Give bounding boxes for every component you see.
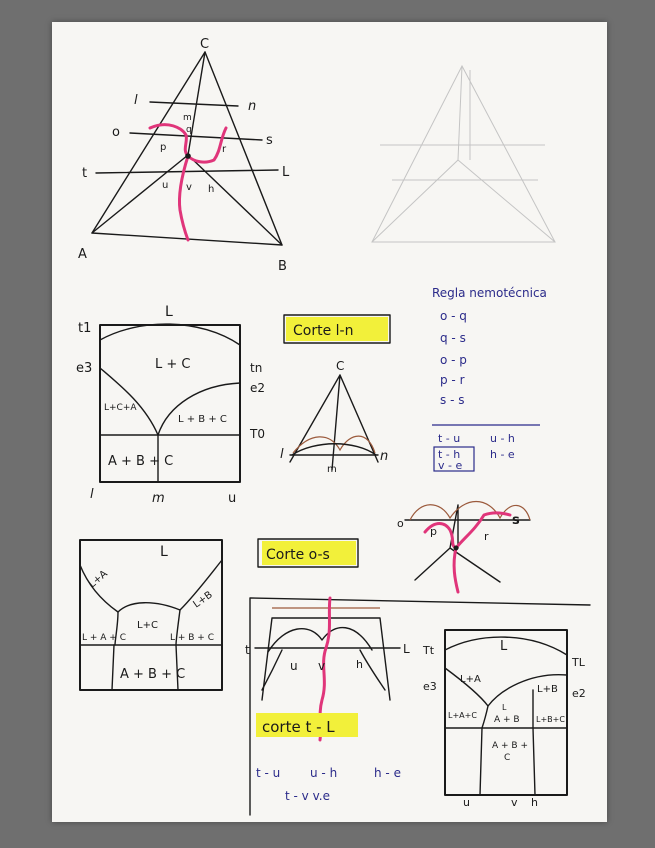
point-q-label: q (186, 125, 192, 135)
os-mini-o-label: o (397, 517, 404, 530)
corte-ln-title-text: Corte l-n (293, 323, 354, 339)
axis-u-label: u (228, 491, 237, 506)
region-l-c: L + C (155, 357, 191, 372)
point-p-label: p (160, 142, 167, 153)
region-tl-lb: L+B (537, 684, 558, 695)
temp-e3-tl-label: e3 (423, 680, 437, 693)
corte-ln-diagram (76, 304, 265, 506)
corte-tl-top-label: L (500, 639, 508, 654)
region-os-lbc: L + B + C (170, 633, 214, 643)
region-os-abc: A + B + C (120, 667, 186, 682)
regla-pair-2: o - p (440, 353, 467, 367)
regla-section (432, 286, 547, 472)
region-tl-lac: L+A+C (448, 711, 477, 720)
tl-footer-0: t - u (256, 766, 281, 780)
region-tl-l: L (502, 703, 507, 712)
regla-title: Regla nemotécnica (432, 286, 547, 300)
corte-tl-diagram (422, 630, 586, 809)
region-tl-lbc: L+B+C (536, 715, 565, 724)
mini-c-label: C (336, 359, 345, 373)
line-L-label: L (282, 165, 290, 180)
region-tl-abc: A + B + (492, 741, 528, 751)
line-n-label: n (248, 99, 257, 114)
line-t-label: t (82, 166, 88, 181)
regla-pair-3: p - r (440, 373, 465, 387)
corte-os-diagram (80, 540, 222, 690)
tl-mini-t-label: t (245, 643, 250, 657)
vertex-c-label: C (200, 37, 210, 52)
corte-ln-title (284, 315, 390, 343)
tl-axis-v: v (511, 796, 518, 809)
region-tl-ab: A + B (494, 715, 520, 725)
temp-tl-label: TL (572, 656, 585, 669)
tl-footer-3: t - v v.e (285, 789, 330, 803)
mini-n-label: n (380, 449, 389, 464)
temp-e3-label: e3 (76, 361, 93, 376)
line-s-label: s (266, 133, 273, 148)
regla-pair-0: o - q (440, 309, 467, 323)
temp-tn-label: tn (250, 361, 263, 375)
region-os-lc: L+C (137, 620, 158, 631)
line-o-label: o (112, 125, 120, 140)
region-os-lb: L+B (191, 589, 215, 611)
vertex-b-label: B (278, 259, 287, 274)
temp-e2-tl-label: e2 (572, 687, 586, 700)
point-r-label: r (222, 144, 227, 155)
tl-axis-h: h (531, 796, 538, 809)
tl-mini-L-label: L (403, 642, 410, 656)
region-tl-la: L+A (460, 674, 481, 685)
tl-footer-1: u - h (310, 766, 338, 780)
pencil-triangle-sketch (372, 66, 555, 242)
point-u-label: u (162, 180, 169, 191)
point-v-label: v (186, 182, 192, 193)
vertex-a-label: A (78, 247, 87, 262)
regla-pair-4: s - s (440, 393, 465, 407)
tl-footer-2: h - e (374, 766, 401, 780)
regla-list-1b: h - e (490, 448, 515, 461)
temp-e2-label: e2 (250, 381, 266, 395)
region-os-la: L+A (86, 568, 110, 591)
regla-pair-1: q - s (440, 331, 466, 345)
temp-t1-label: t1 (78, 321, 92, 336)
os-mini-s-label: s (512, 513, 520, 528)
corte-os-mini (397, 502, 530, 593)
corte-ln-mini-triangle (280, 359, 388, 475)
ternary-triangle (78, 37, 290, 274)
region-os-lac: L + A + C (82, 633, 126, 643)
regla-list-1a: t - h (438, 448, 461, 461)
os-mini-r-label: r (484, 530, 489, 543)
region-l-c-a: L+C+A (104, 403, 137, 413)
regla-list-0b: u - h (490, 432, 515, 445)
tl-mini-u-label: u (290, 659, 298, 673)
corte-ln-top-label: L (165, 304, 173, 320)
corte-os-top-label: L (160, 544, 168, 560)
tl-mini-v-label: v (318, 659, 326, 673)
region-tl-c: C (504, 753, 511, 763)
tl-axis-u: u (463, 796, 470, 809)
corte-tl-title-text: corte t - L (262, 718, 335, 736)
corte-os-title-text: Corte o-s (266, 547, 330, 563)
mini-m-label: m (327, 464, 337, 475)
region-a-b-c: A + B + C (108, 454, 174, 469)
os-mini-p-label: p (430, 525, 437, 538)
line-l-label: l (134, 93, 138, 108)
regla-list-0a: t - u (438, 432, 461, 445)
point-h-label: h (208, 184, 215, 195)
region-l-b-c: L + B + C (178, 414, 227, 425)
tl-mini-h-label: h (356, 658, 363, 671)
corte-os-title (258, 539, 358, 567)
point-m-label: m (183, 113, 192, 123)
eutectic-point (185, 153, 191, 159)
regla-list-2a: v - e (438, 459, 463, 472)
axis-l-label: l (90, 487, 94, 502)
axis-m-label: m (152, 491, 165, 506)
temp-tt-label: Tt (423, 644, 435, 657)
temp-t0-label: T0 (250, 427, 265, 441)
mini-l-label: l (280, 447, 284, 462)
